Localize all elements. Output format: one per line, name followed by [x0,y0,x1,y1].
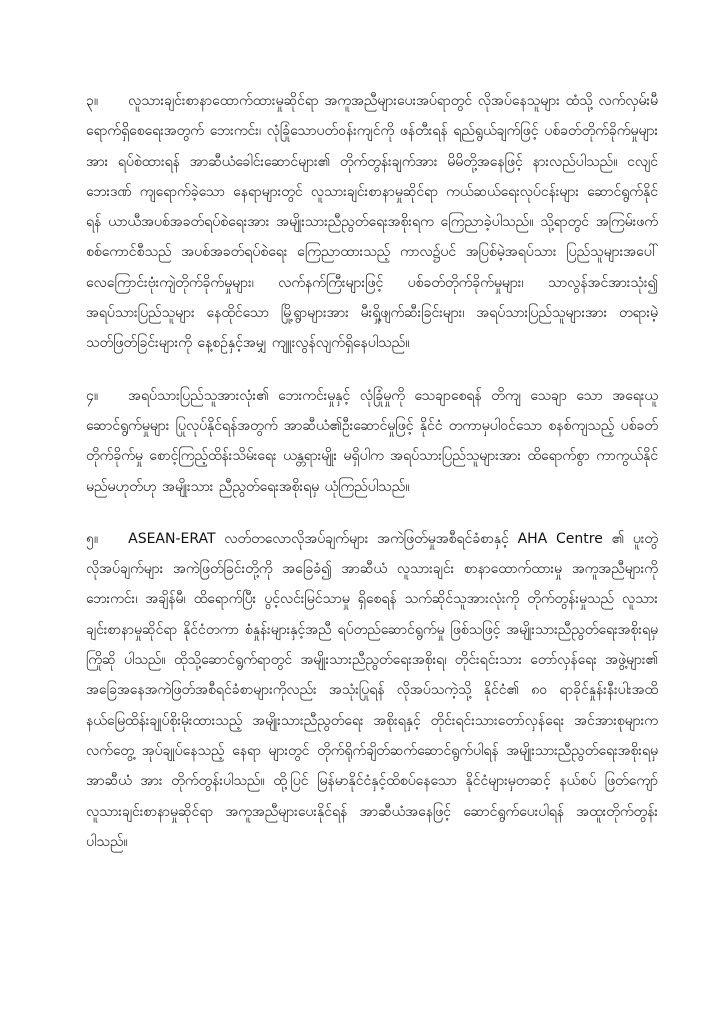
paragraph-text: လူသားချင်းစာနာထောက်ထားမှုဆိုင်ရာ အကူအညီများပေးအပ်ရာတွင် လိုအပ်နေသူများ ထံသို့ လက်လှမ်းမီရောက်ရှိစေရေးအတွက် ဘေးကင်း၊ လုံခြုံသောပတ်ဝန်းကျင်ကို ဖန်တီးရန် ရည်ရွယ်ချက်ဖြင့် ပစ်ခတ်တိုက်ခိုက်မှုများအား ရပ်စဲထားရန် အာဆီယံခေါင်းဆောင်များ၏ တိုက်တွန်းချက်အား မိမိတို့အနေဖြင့် နားလည်ပါသည်။ ငလျင်ဘေးဒဏ် ကျရောက်ခဲ့သော နေရာများတွင် လူသားချင်းစာနာမှုဆိုင်ရာ ကယ်ဆယ်ရေးလုပ်ငန်းများ ဆောင်ရွက်နိုင်ရန် ယာယီအပစ်အခတ်ရပ်စဲရေးအား အမျိုးသားညီညွတ်ရေးအစိုးရက ကြေညာခဲ့ပါသည်။ သို့ရာတွင် အကြမ်းဖက်စစ်ကောင်စီသည် အပစ်အခတ်ရပ်စဲရေး ကြေညာထားသည့် ကာလ၌ပင် အပြစ်မဲ့အရပ်သား ပြည်သူများအပေါ် လေကြောင်းဗုံးကျဲတိုက်ခိုက်မှုများ၊ လက်နက်ကြီးများဖြင့် ပစ်ခတ်တိုက်ခိုက်မှုများ၊ သာလွန်အင်အားသုံး၍ အရပ်သားပြည်သူများ နေထိုင်သော မြို့ရွာများအား မီးရှို့ဖျက်ဆီးခြင်းများ၊ အရပ်သားပြည်သူများအား တရားမဲ့ သတ်ဖြတ်ခြင်းများကို နေ့စဉ်နှင့်အမျှ ကျူးလွန်လျက်ရှိနေပါသည်။ [86,93,658,352]
paragraph-text: အရပ်သားပြည်သူအားလုံး၏ ဘေးကင်းမှုနှင့် လုံခြုံမှုကို သေချာစေရန် တိကျ သေချာ သော အရေးယူဆောင်ရွက်မှုများ ပြုလုပ်နိုင်ရန်အတွက် အာဆီယံ၏ဦးဆောင်မှုဖြင့် နိုင်ငံ တကာမှပါဝင်သော စနစ်ကျသည့် ပစ်ခတ်တိုက်ခိုက်မှု စောင့်ကြည့်ထိန်းသိမ်းရေး ယန္တရားမျိုး မရှိပါက အရပ်သားပြည်သူများအား ထိရောက်စွာ ကာကွယ်နိုင်မည်မဟုတ်ဟု အမျိုးသား ညီညွတ်ရေးအစိုးရမှ ယုံကြည်ပါသည်။ [86,387,658,495]
paragraph-5 [86,524,658,857]
paragraph-4 [86,381,658,502]
paragraph-text: ASEAN-ERAT လတ်တလောလိုအပ်ချက်များ အကဲဖြတ်မှုအစီရင်ခံစာနှင့် AHA Centre ၏ ပူးတွဲလိုအပ်ချက်များ အကဲဖြတ်ခြင်းတို့ကို အခြေခံ၍ အာဆီယံ လူသားချင်း စာနာထောက်ထားမှု အကူအညီများကို ဘေးကင်း၊ အချိန်မီ၊ ထိရောက်ပြီး ပွင့်လင်းမြင်သာမှု ရှိစေရန် သက်ဆိုင်သူအားလုံးကို တိုက်တွန်းမှုသည် လူသားချင်းစာနာမှုဆိုင်ရာ နိုင်ငံတကာ စံနှုန်းများနှင့်အညီ ရပ်တည်ဆောင်ရွက်မှု ဖြစ်သဖြင့် အမျိုးသားညီညွတ်ရေးအစိုးရမှ ကြိုဆို ပါသည်။ ထိုသို့ဆောင်ရွက်ရာတွင် အမျိုးသားညီညွတ်ရေးအစိုးရ၊ တိုင်းရင်းသား တော်လှန်ရေး အဖွဲ့များ၏ အခြေအနေအကဲဖြတ်အစီရင်ခံစာများကိုလည်း အသုံးပြုရန် လိုအပ်သကဲ့သို့ နိုင်ငံ၏ ၈၀ ရာခိုင်နှုန်းနီးပါးအထိ နယ်မြေထိန်းချုပ်စိုးမိုးထားသည့် အမျိုးသားညီညွတ်ရေး အစိုးရနှင့် တိုင်းရင်းသားတော်လှန်ရေး အင်အားစုများက လက်တွေ့ အုပ်ချုပ်နေသည့် နေရာ များတွင် တိုက်ရိုက်ချိတ်ဆက်ဆောင်ရွက်ပါရန် အမျိုးသားညီညွတ်ရေးအစိုးရမှ အာဆီယံ အား တိုက်တွန်းပါသည်။ ထို့ပြင် မြန်မာနိုင်ငံနှင့်ထိစပ်နေသော နိုင်ငံများမှတဆင့် နယ်စပ် ဖြတ်ကျော် လူသားချင်းစာနာမှုဆိုင်ရာ အကူအညီများပေးနိုင်ရန် အာဆီယံအနေဖြင့် ဆောင်ရွက်ပေးပါရန် အထူးတိုက်တွန်းပါသည်။ [86,530,658,850]
paragraph-number: ၄။ [86,387,99,404]
paragraph-number: ၃။ [86,93,99,109]
paragraph-3 [86,86,658,359]
paragraph-number: ၅။ [86,530,99,547]
